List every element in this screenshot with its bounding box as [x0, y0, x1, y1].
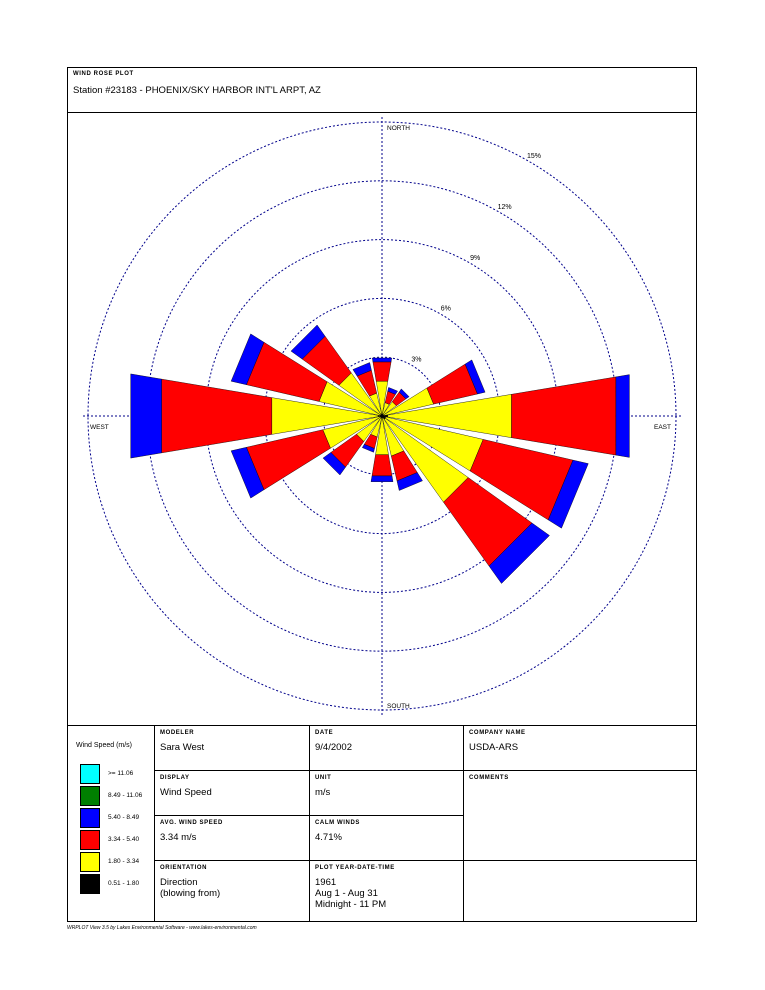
info-panel: [68, 725, 696, 922]
east-label: EAST: [654, 424, 671, 431]
legend-swatch: [80, 808, 100, 828]
orientation-label: ORIENTATION: [160, 865, 208, 871]
petal-s-bin-3: [371, 476, 393, 482]
orientation-value: Direction (blowing from): [160, 877, 221, 899]
legend-label: 5.40 - 8.49: [108, 814, 140, 821]
modeler-label: MODELER: [160, 730, 195, 736]
comments-cell: [464, 771, 696, 861]
plot-period-label: PLOT YEAR-DATE-TIME: [315, 865, 395, 871]
ring-label: 3%: [411, 356, 422, 364]
unit-value: m/s: [315, 787, 331, 798]
petal-e-bin-3: [616, 375, 630, 458]
legend-label: 1.80 - 3.34: [108, 858, 140, 865]
plot-type-label: WIND ROSE PLOT: [73, 71, 134, 77]
calm-winds-value: 4.71%: [315, 832, 342, 843]
plot-period-cell: [310, 861, 464, 922]
avg-wind-speed-value: 3.34 m/s: [160, 832, 197, 843]
comments-label: COMMENTS: [469, 775, 509, 781]
west-label: WEST: [90, 424, 109, 431]
ring-label: 12%: [497, 203, 512, 211]
legend-swatch: [80, 764, 100, 784]
wind-rose-chart: [68, 113, 696, 724]
avg-wind-speed-cell: [155, 816, 310, 861]
ring-label: 6%: [440, 305, 451, 313]
calm-winds-cell: [310, 816, 464, 861]
date-cell: [310, 726, 464, 771]
software-credit: WRPLOT View 3.5 by Lakes Environmental Software - www.lakes-environmental.com: [67, 925, 257, 931]
wind-rose-report: [67, 67, 697, 922]
avg-wind-speed-label: AVG. WIND SPEED: [160, 820, 223, 826]
date-label: DATE: [315, 730, 334, 736]
legend-label: >= 11.06: [108, 770, 134, 777]
legend-label: 0.51 - 1.80: [108, 880, 140, 887]
plot-period-value: 1961 Aug 1 - Aug 31 Midnight - 11 PM: [315, 877, 387, 910]
south-label: SOUTH: [387, 703, 410, 710]
legend-swatch: [80, 830, 100, 850]
report-header: [68, 68, 696, 113]
petal-w-bin-2: [162, 379, 272, 453]
legend-swatch: [80, 874, 100, 894]
legend-label: 3.34 - 5.40: [108, 836, 140, 843]
display-label: DISPLAY: [160, 775, 190, 781]
display-cell: [155, 771, 310, 816]
ring-label: 15%: [526, 152, 542, 160]
modeler-value: Sara West: [160, 742, 205, 753]
blank-cell: [464, 861, 696, 922]
ring-label: 9%: [470, 254, 481, 262]
north-label: NORTH: [387, 125, 410, 132]
unit-cell: [310, 771, 464, 816]
petal-e-bin-2: [512, 377, 616, 455]
modeler-cell: [155, 726, 310, 771]
legend-swatch: [80, 852, 100, 872]
display-value: Wind Speed: [160, 787, 212, 798]
unit-label: UNIT: [315, 775, 332, 781]
company-label: COMPANY NAME: [469, 730, 526, 736]
orientation-cell: [155, 861, 310, 922]
legend-label: 8.49 - 11.06: [108, 792, 143, 799]
company-value: USDA-ARS: [469, 742, 519, 753]
petal-s-bin-2: [372, 455, 392, 476]
calm-winds-label: CALM WINDS: [315, 820, 360, 826]
legend-panel: [68, 726, 155, 922]
station-title: Station #23183 - PHOENIX/SKY HARBOR INT'L ARPT, AZ: [73, 85, 321, 96]
petal-n-bin-2: [373, 362, 391, 381]
company-cell: [464, 726, 696, 771]
petal-w-bin-3: [131, 374, 162, 458]
petal-n-bin-3: [372, 358, 391, 362]
legend-title: Wind Speed (m/s): [76, 742, 133, 749]
legend-swatch: [80, 786, 100, 806]
date-value: 9/4/2002: [315, 742, 352, 753]
